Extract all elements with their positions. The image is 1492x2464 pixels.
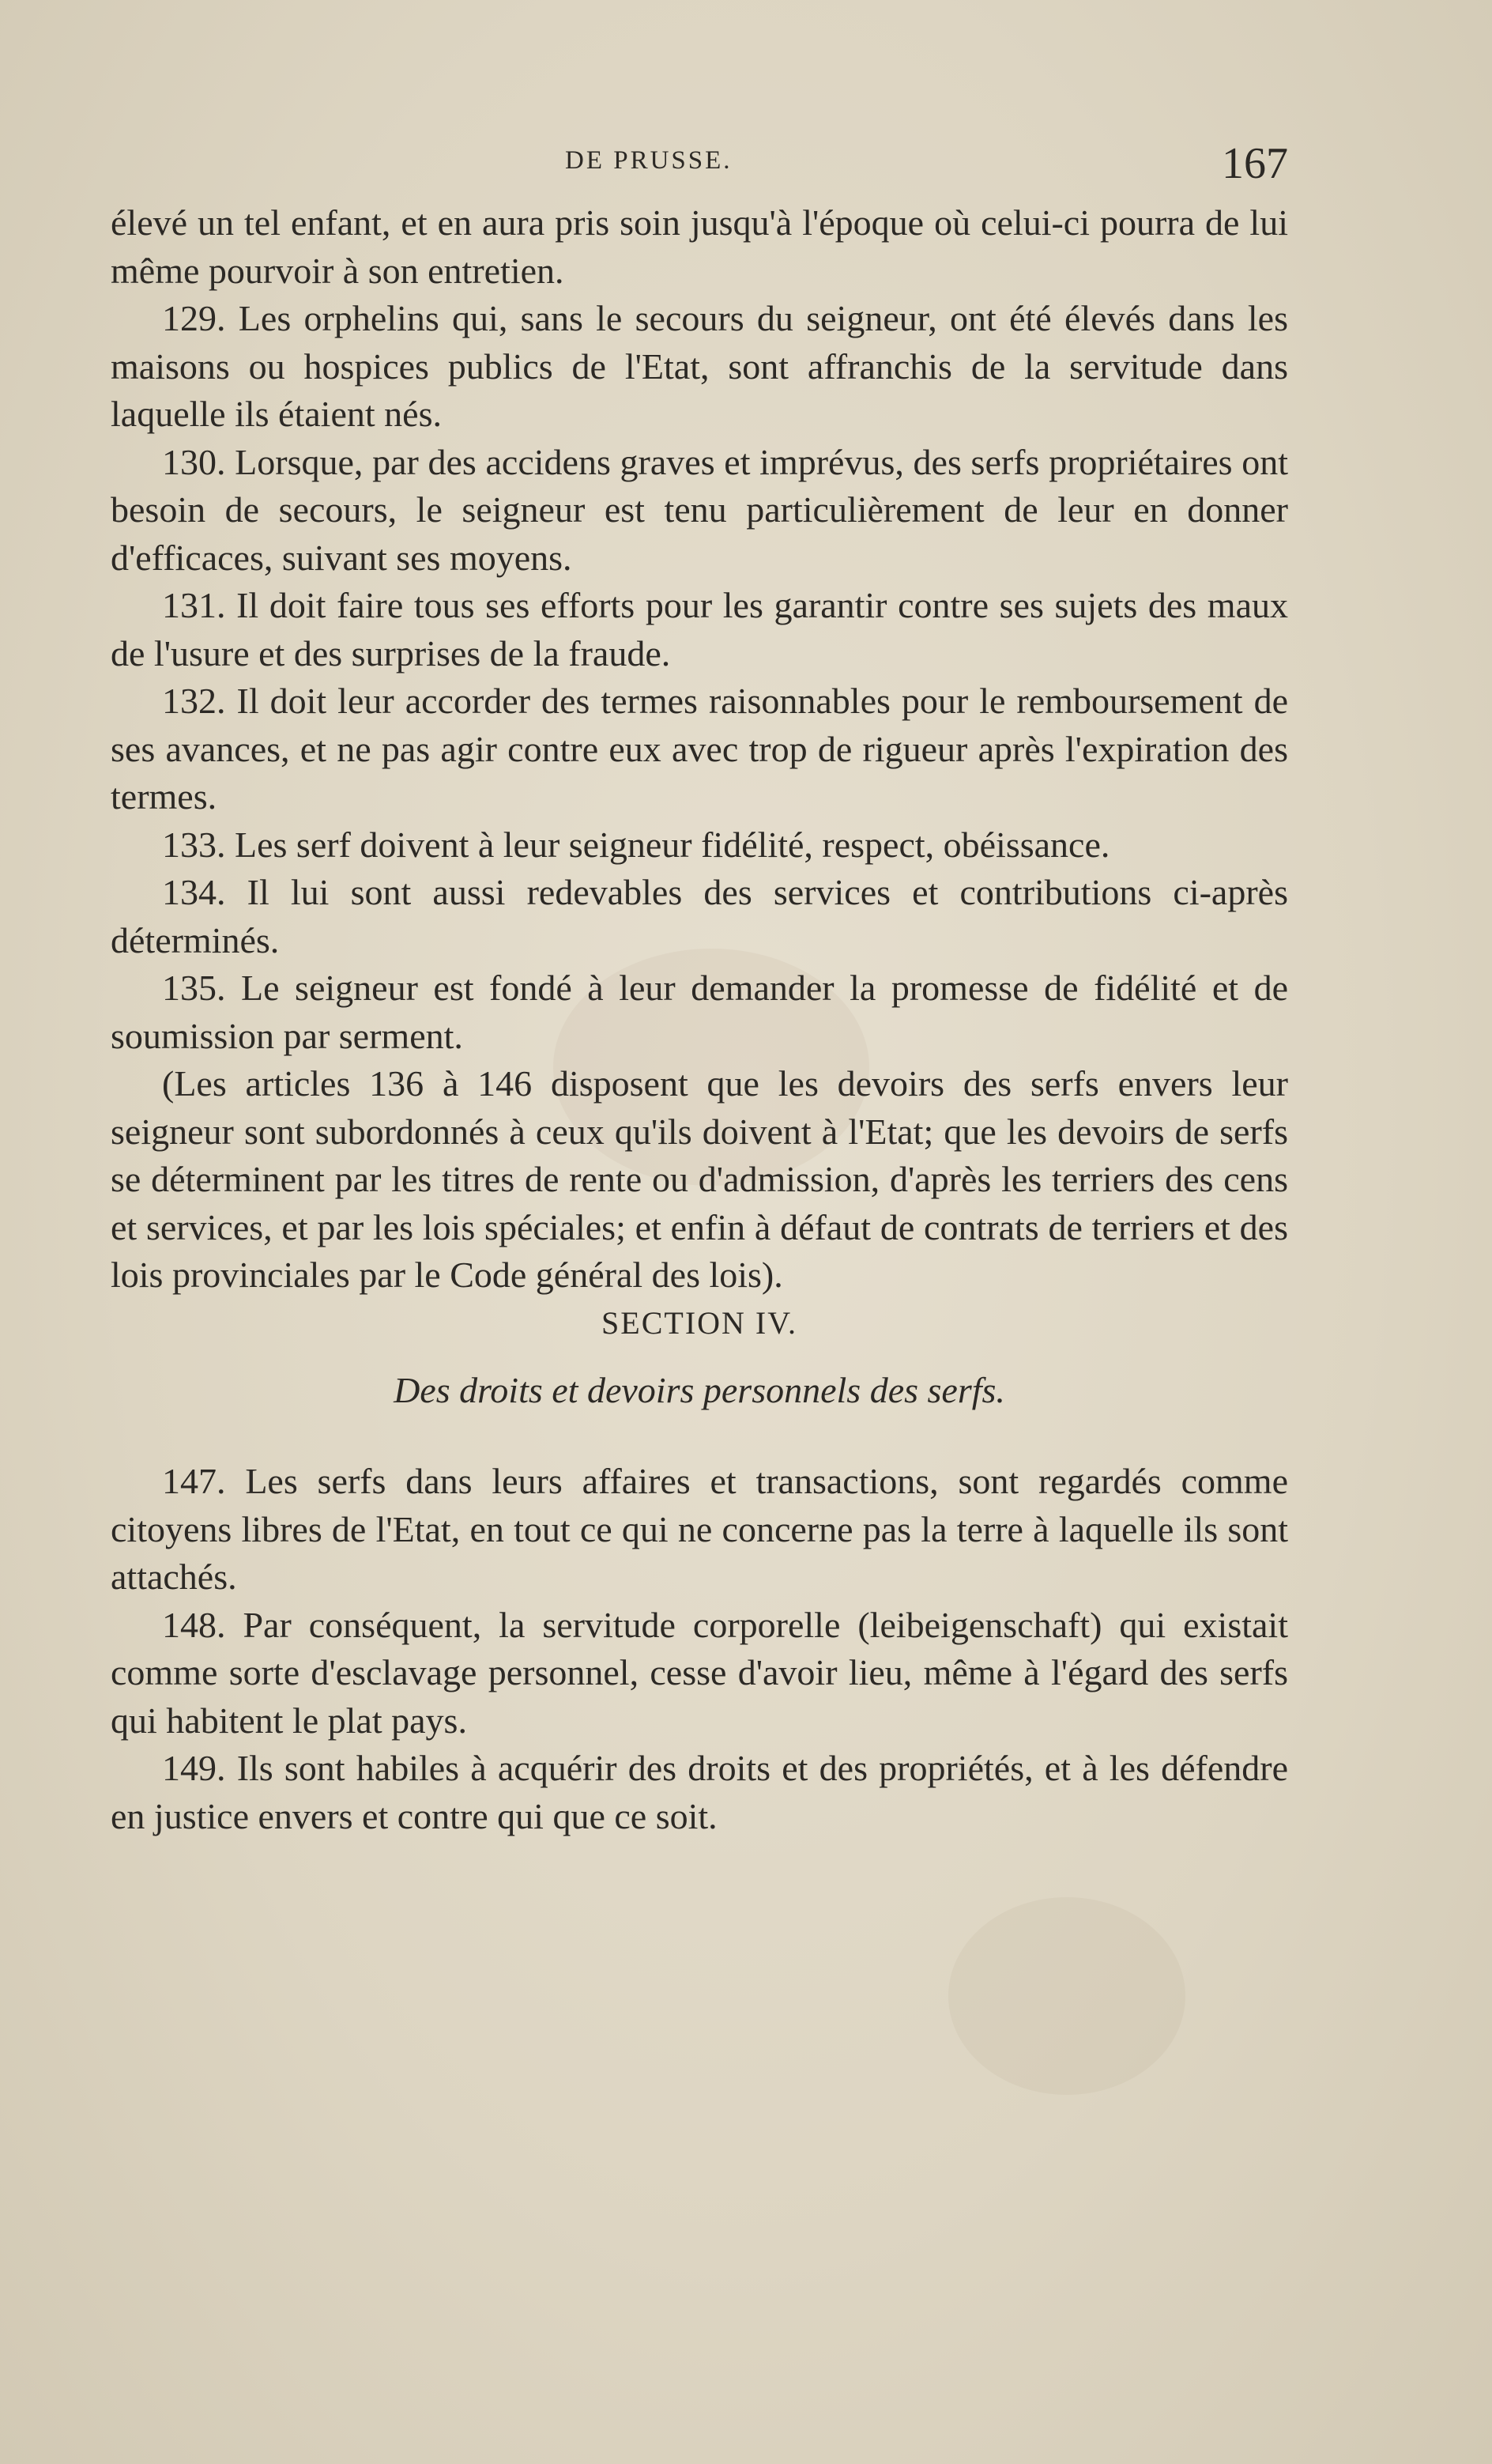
paragraph-article-131: 131. Il doit faire tous ses efforts pour les garantir contre ses sujets des maux de l'usure et des surprises de la fraude. <box>111 585 1288 674</box>
paragraph-article-133: 133. Les serf doivent à leur seigneur fidélité, respect, obéissance. <box>162 824 1110 865</box>
paragraph-article-130: 130. Lorsque, par des accidens graves et imprévus, des serfs propriétaires ont besoin de secours, le seigneur est tenu particulièrement de leur en donner d'efficaces, suivant ses moyens. <box>111 441 1288 578</box>
paragraph-article-132: 132. Il doit leur accorder des termes raisonnables pour le remboursement de ses avances, et ne pas agir contre eux avec trop de rigueur après l'expiration des termes. <box>111 681 1288 817</box>
paragraph-article-147: 147. Les serfs dans leurs affaires et transactions, sont regardés comme citoyens libres de l'Etat, en tout ce qui ne concerne pas la terre à laquelle ils sont attachés. <box>111 1461 1288 1597</box>
running-head: DE PRUSSE. <box>565 146 733 175</box>
paragraph-articles-136-146: (Les articles 136 à 146 disposent que les devoirs des serfs envers leur seigneur sont subordonnés à ceux qu'ils doivent à l'Etat; que les devoirs de serfs se déterminent par les titres de rente ou d'admission, d'après les terriers des cens et services, et par les lois spéciales; et enfin à défaut de contrats de terriers et des lois provinciales par le Code général des lois). <box>111 1063 1288 1295</box>
paper-stain <box>948 1897 1185 2095</box>
page-header <box>111 139 1288 194</box>
body-text <box>111 199 1288 1840</box>
paragraph-article-129: 129. Les orphelins qui, sans le secours du seigneur, ont été élevés dans les maisons ou hospices publics de l'Etat, sont affranchis de la servitude dans laquelle ils étaient nés. <box>111 298 1288 434</box>
paragraph-article-148: 148. Par conséquent, la servitude corporelle (leibeigenschaft) qui existait comme sorte d'esclavage personnel, cesse d'avoir lieu, même à l'égard des serfs qui habitent le plat pays. <box>111 1604 1288 1741</box>
section-title: Des droits et devoirs personnels des serfs. <box>394 1369 1005 1410</box>
page-number: 167 <box>1222 139 1288 188</box>
section-heading: SECTION IV. <box>601 1304 797 1341</box>
paragraph-article-149: 149. Ils sont habiles à acquérir des droits et des propriétés, et à les défendre en justice envers et contre qui que ce soit. <box>111 1748 1288 1836</box>
paragraph-article-135: 135. Le seigneur est fondé à leur demander la promesse de fidélité et de soumission par serment. <box>111 968 1288 1056</box>
paragraph-continuation: élevé un tel enfant, et en aura pris soin jusqu'à l'époque où celui-ci pourra de lui même pourvoir à son entretien. <box>111 202 1288 291</box>
paragraph-article-134: 134. Il lui sont aussi redevables des services et contributions ci-après déterminés. <box>111 872 1288 960</box>
